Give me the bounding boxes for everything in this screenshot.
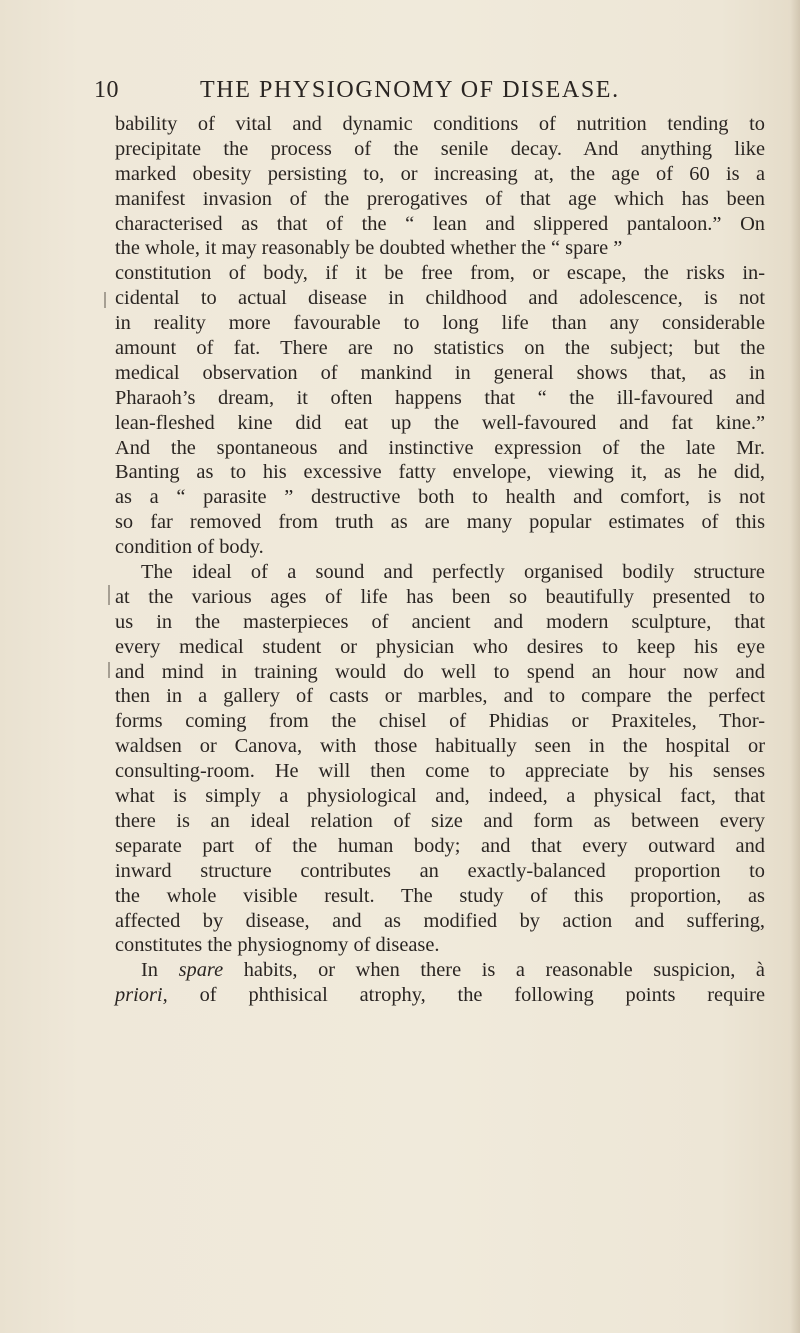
text-line: constitution of body, if it be free from, or escape, the risks in- — [115, 262, 765, 285]
text-line: the whole, it may reasonably be doubted whether the “ spare ” — [115, 237, 623, 260]
text-line: forms coming from the chisel of Phidias or Praxiteles, Thor- — [115, 710, 765, 733]
text-line: cidental to actual disease in childhood and adolescence, is not — [115, 287, 765, 310]
text-line: precipitate the process of the senile decay. And anything like — [115, 137, 765, 160]
body-text — [115, 112, 765, 1008]
text-line: what is simply a physiological and, indeed, a physical fact, that — [115, 785, 765, 808]
text-line: constitutes the physiognomy of disease. — [115, 934, 440, 957]
text-line: us in the masterpieces of ancient and modern sculpture, that — [115, 610, 765, 633]
italic-word: spare — [178, 959, 224, 982]
text-line: And the spontaneous and instinctive expression of the late Mr. — [115, 436, 765, 459]
text-line: in reality more favourable to long life than any considerable — [115, 312, 765, 335]
text-run: In — [141, 959, 179, 982]
text-line: characterised as that of the “ lean and slippered pantaloon.” On — [115, 212, 765, 235]
page-edge-shadow — [790, 0, 800, 1333]
margin-pencil-mark — [104, 292, 106, 308]
text-line — [115, 983, 765, 1008]
text-line: and mind in training would do well to spend an hour now and — [115, 660, 765, 683]
paragraph-first-line: The ideal of a sound and perfectly organised bodily structure — [141, 561, 765, 584]
text-line: lean-fleshed kine did eat up the well-favoured and fat kine.” — [115, 411, 765, 434]
text-line: bability of vital and dynamic conditions of nutrition tending to — [115, 113, 765, 135]
text-line: condition of body. — [115, 536, 264, 559]
text-line: there is an ideal relation of size and form as between every — [115, 809, 765, 832]
text-line: Banting as to his excessive fatty envelope, viewing it, as he did, — [115, 461, 765, 484]
paragraph-first-line — [115, 958, 765, 983]
text-line: separate part of the human body; and that every outward and — [115, 834, 765, 857]
text-line: waldsen or Canova, with those habitually seen in the hospital or — [115, 735, 765, 758]
text-line: so far removed from truth as are many popular estimates of this — [115, 511, 765, 534]
page-header — [94, 77, 734, 111]
page-number: 10 — [94, 77, 119, 103]
text-line: as a “ parasite ” destructive both to health and comfort, is not — [115, 486, 765, 509]
text-line: then in a gallery of casts or marbles, and to compare the perfect — [115, 685, 765, 708]
text-line: the whole visible result. The study of this proportion, as — [115, 884, 765, 907]
italic-word: priori, — [115, 984, 168, 1007]
running-title: THE PHYSIOGNOMY OF DISEASE. — [200, 77, 620, 103]
text-line: every medical student or physician who desires to keep his eye — [115, 635, 765, 658]
text-line: affected by disease, and as modified by action and suffering, — [115, 909, 765, 932]
text-line: inward structure contributes an exactly-balanced proportion to — [115, 859, 765, 882]
text-line: Pharaoh’s dream, it often happens that “ the ill-favoured and — [115, 386, 765, 409]
text-run: of phthisical atrophy, the following points require — [167, 984, 765, 1007]
text-line: medical observation of mankind in general shows that, as in — [115, 361, 765, 384]
text-line: marked obesity persisting to, or increasing at, the age of 60 is a — [115, 162, 765, 185]
text-run: habits, or when there is a reasonable suspicion, à — [223, 959, 765, 982]
text-line: amount of fat. There are no statistics on the subject; but the — [115, 337, 765, 360]
margin-pencil-mark — [108, 585, 110, 605]
text-line: at the various ages of life has been so beautifully presented to — [115, 585, 765, 608]
margin-pencil-mark — [108, 662, 110, 678]
text-line: manifest invasion of the prerogatives of that age which has been — [115, 187, 765, 210]
text-line: consulting-room. He will then come to appreciate by his senses — [115, 760, 765, 783]
